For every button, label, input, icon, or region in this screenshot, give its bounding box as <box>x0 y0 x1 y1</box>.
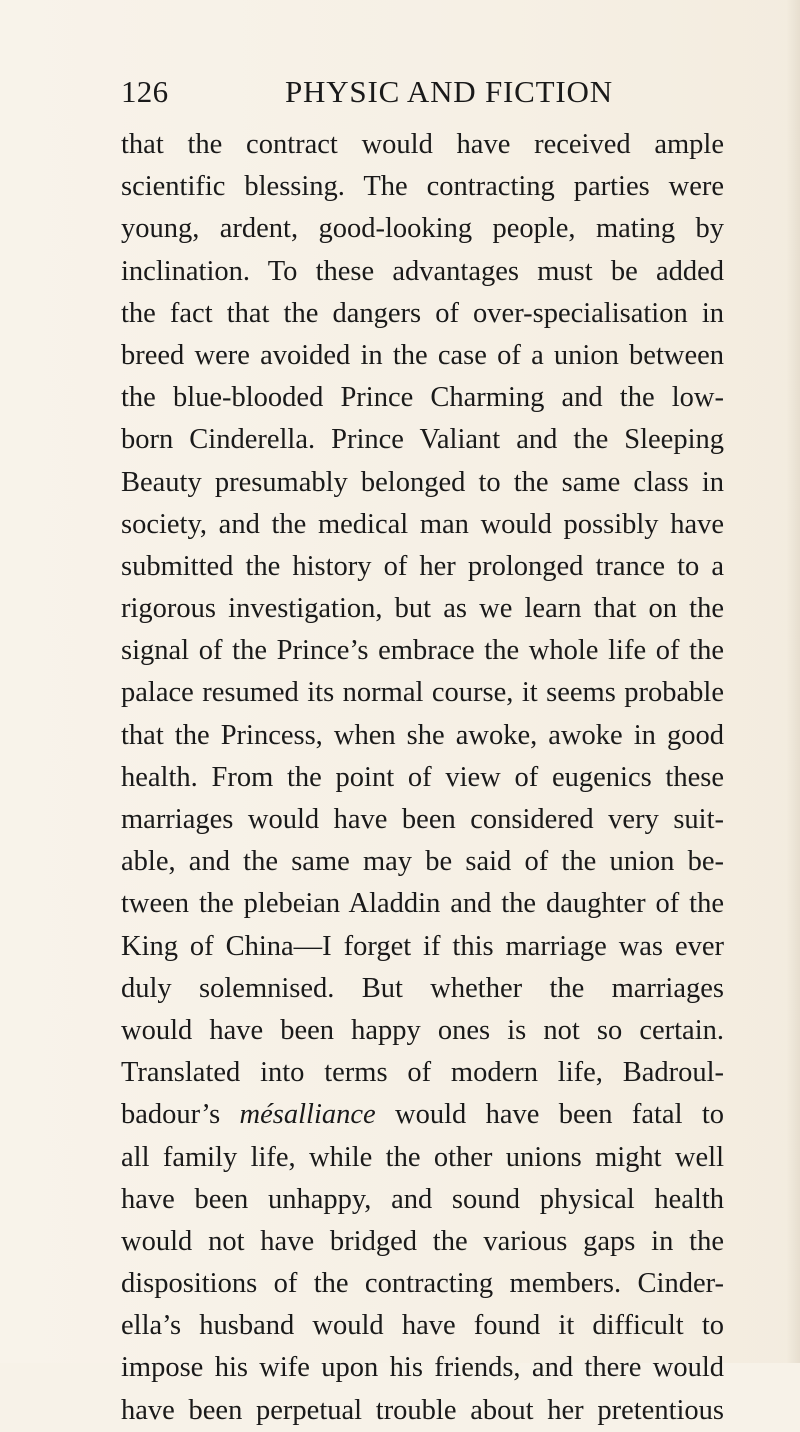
text-line: that the Princess, when she awoke, awoke in good <box>121 719 724 751</box>
text-line: signal of the Prince’s embrace the whole life of the <box>121 635 724 667</box>
text-line: health. From the point of view of eugenics these <box>121 761 724 793</box>
body-text <box>121 124 724 1432</box>
text-line: society, and the medical man would possibly have <box>121 508 724 540</box>
text-segment: would have been fatal to <box>375 1099 724 1131</box>
text-line: have been unhappy, and sound physical health <box>121 1183 724 1215</box>
running-head: PHYSIC AND FICTION <box>285 74 613 109</box>
text-line: would not have bridged the various gaps in the <box>121 1225 724 1257</box>
text-line: tween the plebeian Aladdin and the daughter of the <box>121 888 724 920</box>
text-line: breed were avoided in the case of a union between <box>121 339 724 371</box>
text-line: young, ardent, good-looking people, mating by <box>121 213 724 245</box>
text-line: the fact that the dangers of over-specialisation in <box>121 297 724 329</box>
text-line: King of China—I forget if this marriage was ever <box>121 930 724 962</box>
text-line-with-italic <box>121 1094 724 1136</box>
text-line: born Cinderella. Prince Valiant and the Sleeping <box>121 424 724 456</box>
italic-term: mésalliance <box>239 1099 376 1131</box>
text-line: ella’s husband would have found it difficult to <box>121 1310 724 1342</box>
text-line: would have been happy ones is not so certain. <box>121 1014 724 1046</box>
text-line: all family life, while the other unions might well <box>121 1141 724 1173</box>
text-line: the blue-blooded Prince Charming and the low- <box>121 382 724 414</box>
text-line: that the contract would have received ample <box>121 129 724 160</box>
text-line: inclination. To these advantages must be added <box>121 255 724 287</box>
text-line: rigorous investigation, but as we learn that on the <box>121 593 724 625</box>
text-line: palace resumed its normal course, it seems probable <box>121 677 724 709</box>
text-line: scientific blessing. The contracting parties were <box>121 171 724 203</box>
page-number: 126 <box>121 74 169 109</box>
text-line: have been perpetual trouble about her pretentious <box>121 1394 724 1426</box>
text-line: impose his wife upon his friends, and there would <box>121 1352 724 1384</box>
text-line: able, and the same may be said of the union be- <box>121 846 724 878</box>
text-line: Translated into terms of modern life, Badroul- <box>121 1057 724 1089</box>
page-edge-shadow <box>786 0 800 1363</box>
page-header <box>121 74 721 114</box>
text-line: duly solemnised. But whether the marriages <box>121 972 724 1004</box>
text-line: Beauty presumably belonged to the same class in <box>121 466 724 498</box>
text-line: marriages would have been considered very suit- <box>121 804 724 835</box>
text-segment: badour’s <box>121 1099 240 1131</box>
text-line: dispositions of the contracting members. Cinder- <box>121 1268 724 1300</box>
text-line: submitted the history of her prolonged trance to a <box>121 550 724 582</box>
